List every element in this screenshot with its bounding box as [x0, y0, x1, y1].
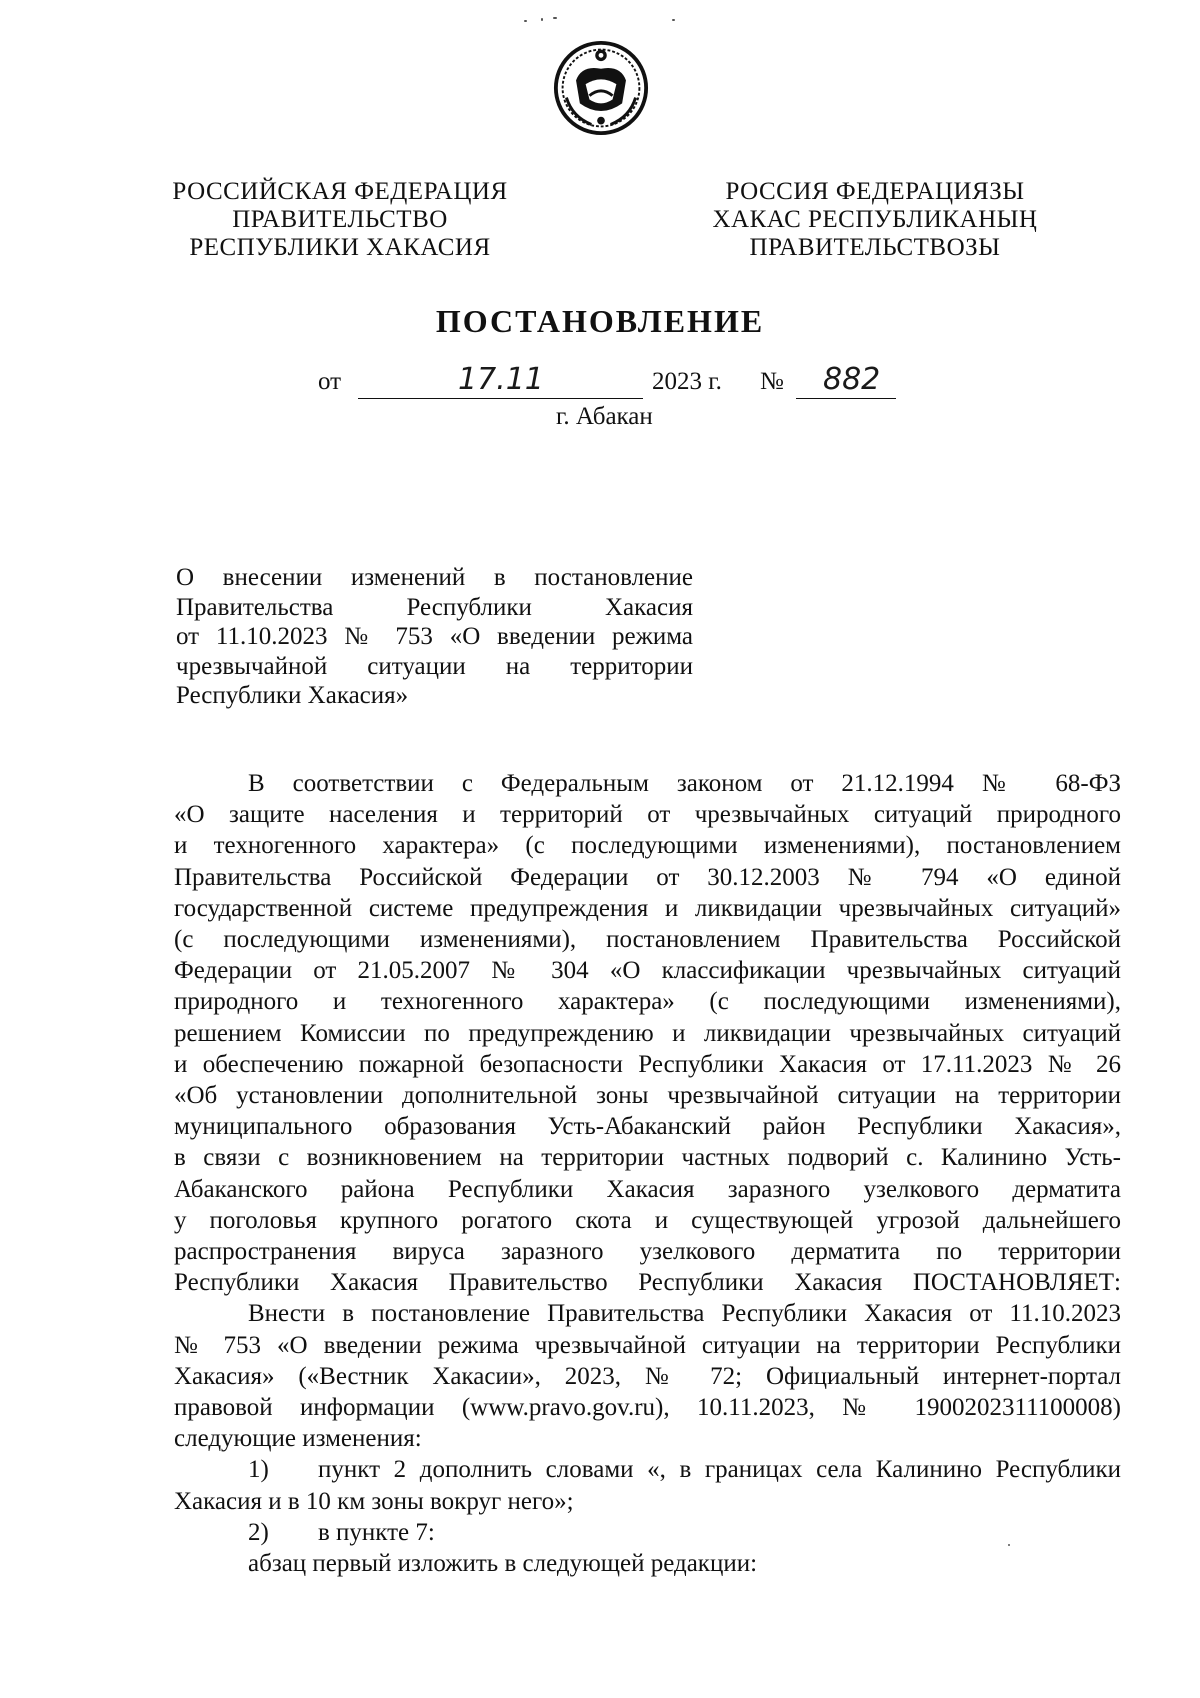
body-line: абзац первый изложить в следующей редакции: [248, 1550, 758, 1578]
list-item-number: 2) [248, 1518, 269, 1546]
body-line: муниципального образования Усть-Абаканский район Республики Хакасия», [174, 1113, 1121, 1141]
body-line: Правительства Российской Федерации от 30.12.2003 № 794 «О единой [174, 863, 1121, 891]
body-line: «О защите населения и территорий от чрезвычайных ситуаций природного [174, 801, 1121, 829]
scan-speck [524, 20, 527, 22]
scan-speck [672, 19, 675, 21]
khakassia-coat-of-arms-icon [553, 40, 649, 136]
body-line: распространения вируса заразного узелкового дерматита по территории [174, 1238, 1121, 1266]
body-line: и обеспечению пожарной безопасности Республики Хакасия от 17.11.2023 № 26 [174, 1050, 1121, 1078]
body-line: Абаканского района Республики Хакасия заразного узелкового дерматита [174, 1175, 1121, 1203]
body-line: Республики Хакасия Правительство Республики Хакасия ПОСТАНОВЛЯЕТ: [174, 1269, 1121, 1297]
place-of-issue: г. Абакан [556, 403, 653, 430]
date-handwritten: 17.11 [458, 362, 544, 397]
document-subject [176, 563, 693, 711]
body-line: (с последующими изменениями), постановлением Правительства Российской [174, 926, 1121, 954]
body-line: природного и техногенного характера» (с последующими изменениями), [174, 988, 1121, 1016]
document-type-title: ПОСТАНОВЛЕНИЕ [435, 303, 765, 339]
body-line: В соответствии с Федеральным законом от 21.12.1994 № 68-ФЗ [248, 770, 1121, 797]
body-line: следующие изменения: [174, 1425, 422, 1453]
document-body [174, 768, 1121, 1579]
number-prefix: № [760, 368, 784, 395]
list-item-text: пункт 2 дополнить словами «, в границах села Калинино Республики [318, 1456, 1121, 1484]
body-line: Хакасия и в 10 км зоны вокруг него»; [174, 1487, 574, 1515]
year-label: 2023 г. [652, 368, 722, 395]
authority-line: ПРАВИТЕЛЬСТВОЗЫ [749, 234, 1001, 261]
list-item-2 [174, 1517, 1121, 1548]
body-line: правовой информации (www.pravo.gov.ru), 10.11.2023, № 1900202311100008) [174, 1394, 1121, 1422]
authority-line: РОССИЯ ФЕДЕРАЦИЯЗЫ [725, 178, 1025, 205]
body-line: и техногенного характера» (с последующими изменениями), постановлением [174, 832, 1121, 860]
authority-line: ПРАВИТЕЛЬСТВО [232, 206, 448, 233]
authority-name-khakas [685, 178, 1065, 262]
scan-speck [1008, 1544, 1010, 1546]
subject-line: Республики Хакасия» [176, 682, 409, 709]
subject-line: от 11.10.2023 № 753 «О введении режима [176, 623, 693, 650]
body-line: «Об установлении дополнительной зоны чрезвычайной ситуации на территории [174, 1082, 1121, 1110]
authority-line: РЕСПУБЛИКИ ХАКАСИЯ [189, 234, 491, 261]
list-item-1 [174, 1454, 1121, 1485]
body-line: у поголовья крупного рогатого скота и существующей угрозой дальнейшего [174, 1206, 1121, 1234]
subject-line: Правительства Республики Хакасия [176, 593, 693, 621]
subject-line: чрезвычайной ситуации на территории [176, 652, 693, 680]
list-item-number: 1) [248, 1456, 269, 1484]
body-line: Хакасия» («Вестник Хакасии», 2023, № 72; Официальный интернет-портал [174, 1362, 1121, 1390]
date-underline [358, 398, 643, 399]
body-line: государственной системе предупреждения и ликвидации чрезвычайных ситуаций» [174, 894, 1121, 922]
authority-name-russian [160, 178, 520, 262]
number-underline [796, 398, 896, 399]
body-line: № 753 «О введении режима чрезвычайной ситуации на территории Республики [174, 1331, 1121, 1359]
list-item-text: в пункте 7: [318, 1518, 435, 1546]
body-line: решением Комиссии по предупреждению и ликвидации чрезвычайных ситуаций [174, 1019, 1121, 1047]
number-handwritten: 882 [823, 362, 881, 397]
scan-speck [553, 17, 557, 19]
scan-speck [541, 18, 543, 21]
body-line: в связи с возникновением на территории частных подворий с. Калинино Усть- [174, 1144, 1121, 1172]
subject-line: О внесении изменений в постановление [176, 564, 693, 591]
body-line: Внести в постановление Правительства Республики Хакасия от 11.10.2023 [248, 1300, 1121, 1328]
authority-line: ХАКАС РЕСПУБЛИКАНЫҢ [712, 206, 1038, 233]
authority-line: РОССИЙСКАЯ ФЕДЕРАЦИЯ [172, 178, 508, 205]
date-prefix: от [318, 368, 342, 395]
body-line: Федерации от 21.05.2007 № 304 «О классификации чрезвычайных ситуаций [174, 957, 1121, 985]
